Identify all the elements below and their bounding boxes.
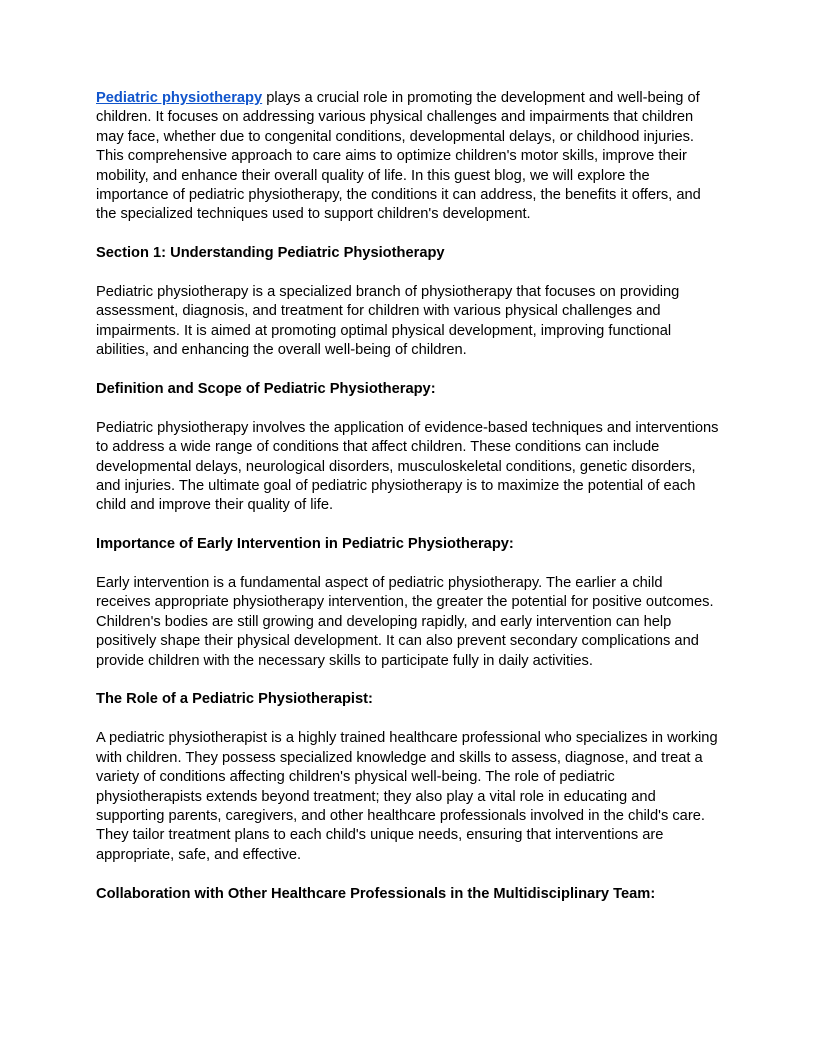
definition-scope-paragraph: Pediatric physiotherapy involves the application of evidence-based techniques and interventions to address a wide range of conditions that affect children. These conditions can include developmental delays, neurological disorders, musculoskeletal conditions, genetic disorders, and injuries. The ultimate goal of pediatric physiotherapy is to maximize the potential of each child and improve their quality of life. bbox=[96, 419, 719, 514]
section-1-heading: Section 1: Understanding Pediatric Physiotherapy bbox=[96, 245, 445, 262]
intro-paragraph-text: plays a crucial role in promoting the development and well-being of children. It focuses on addressing various physical challenges and impairments that children may face, whether due to congenital conditions, developmental delays, or childhood injuries. This comprehensive approach to care aims to optimize children's motor skills, improve their mobility, and enhance their overall quality of life. In this guest blog, we will explore the importance of pediatric physiotherapy, the conditions it can address, the benefits it offers, and the specialized techniques used to support children's development. bbox=[96, 90, 701, 223]
collaboration-heading: Collaboration with Other Healthcare Professionals in the Multidisciplinary Team: bbox=[96, 885, 656, 902]
early-intervention-paragraph: Early intervention is a fundamental aspect of pediatric physiotherapy. The earlier a child receives appropriate physiotherapy intervention, the greater the potential for positive outcomes. Children's bodies are still growing and developing rapidly, and early intervention can help positively shape their physical development. It can also prevent secondary complications and provide children with the necessary skills to participate fully in daily activities. bbox=[96, 575, 714, 669]
role-of-physiotherapist-heading: The Role of a Pediatric Physiotherapist: bbox=[96, 691, 373, 708]
pediatric-physiotherapy-link[interactable]: Pediatric physiotherapy bbox=[96, 90, 263, 106]
definition-scope-heading: Definition and Scope of Pediatric Physiotherapy: bbox=[96, 381, 436, 398]
early-intervention-heading: Importance of Early Intervention in Pediatric Physiotherapy: bbox=[96, 536, 514, 553]
role-of-physiotherapist-paragraph: A pediatric physiotherapist is a highly trained healthcare professional who specializes in working with children. They possess specialized knowledge and skills to assess, diagnose, and treat a variety of conditions affecting children's physical well-being. The role of pediatric physiotherapists extends beyond treatment; they also play a vital role in educating and supporting parents, caregivers, and other healthcare professionals involved in the child's care. They tailor treatment plans to each child's unique needs, ensuring that interventions are appropriate, safe, and effective. bbox=[96, 730, 718, 863]
section-1-paragraph: Pediatric physiotherapy is a specialized branch of physiotherapy that focuses on providing assessment, diagnosis, and treatment for children with various physical challenges and impairments. It is aimed at promoting optimal physical development, improving functional abilities, and enhancing the overall well-being of children. bbox=[96, 284, 680, 359]
intro-paragraph bbox=[96, 89, 720, 225]
